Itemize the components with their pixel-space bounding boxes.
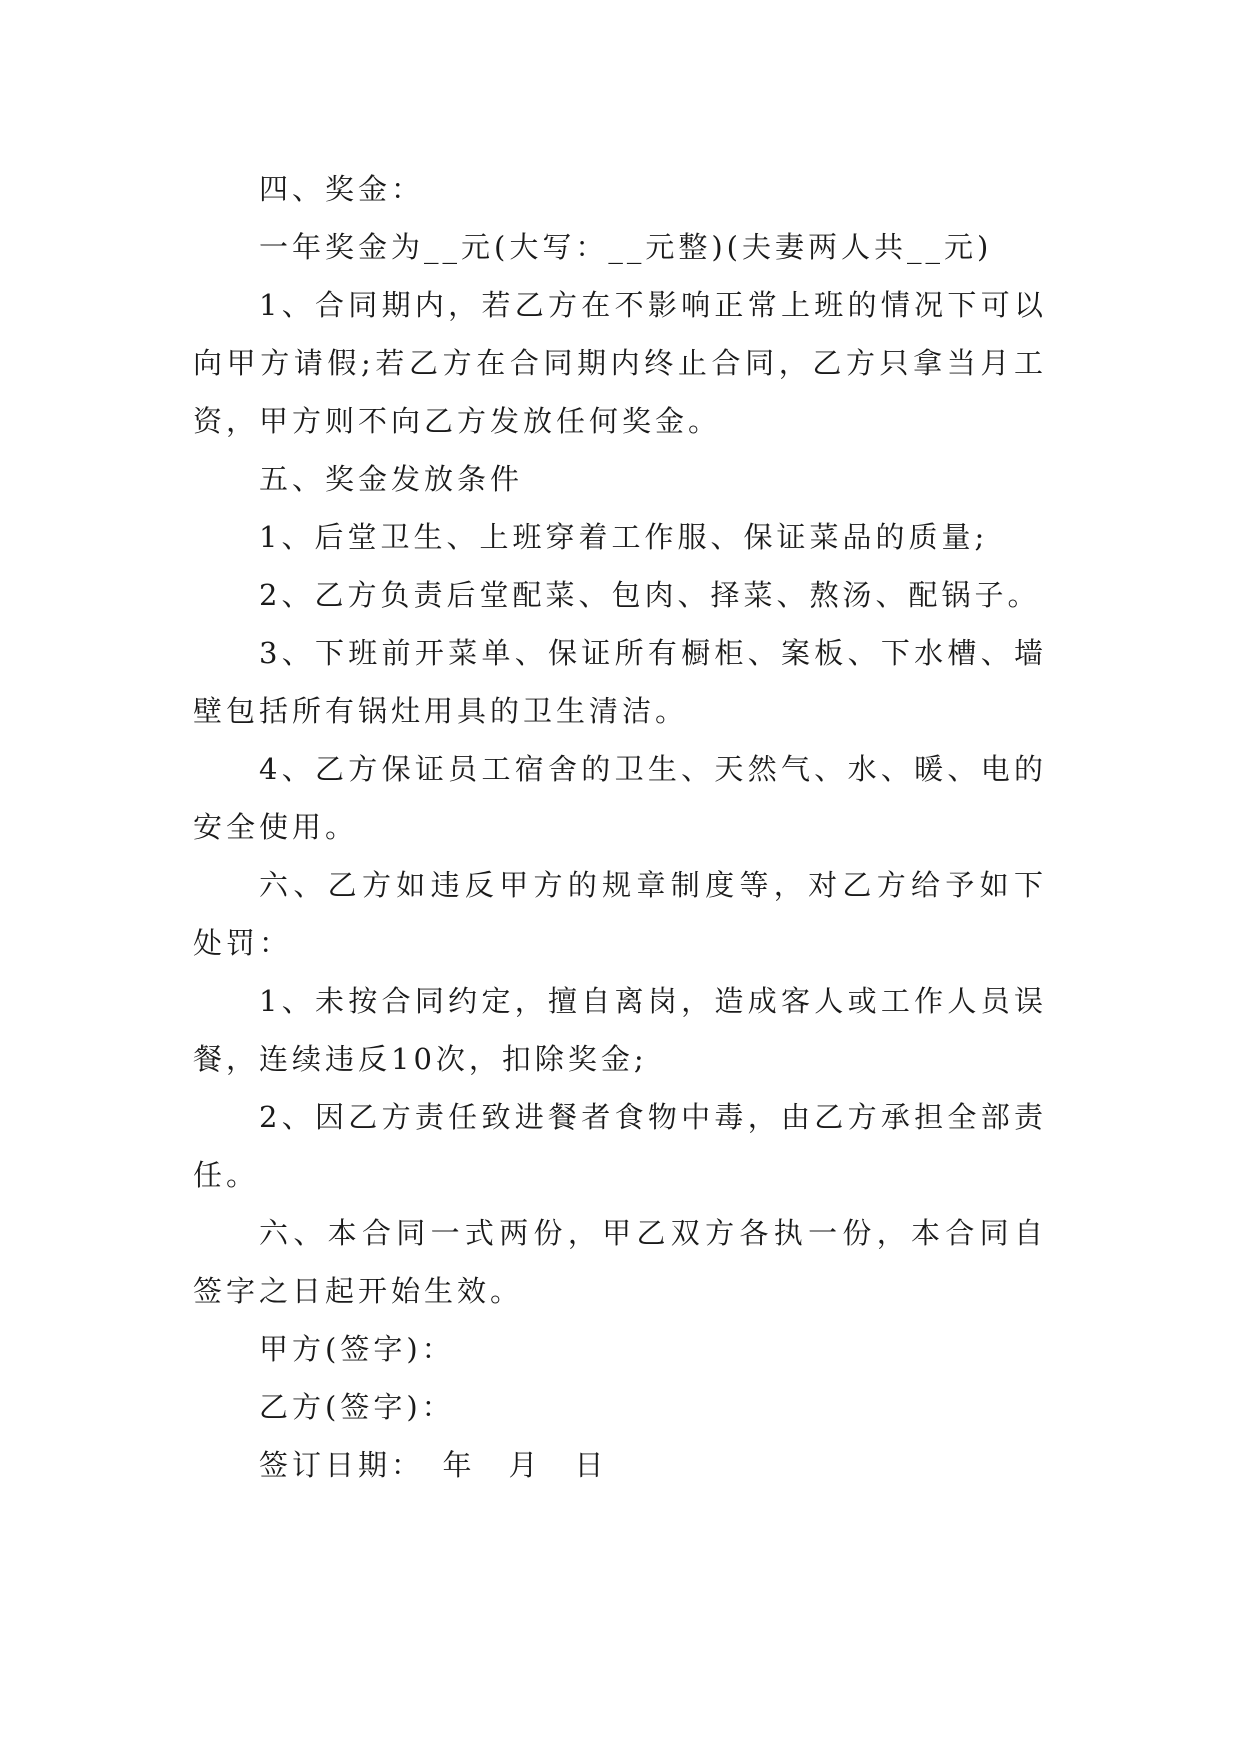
section-heading-penalties: 六、乙方如违反甲方的规章制度等，对乙方给予如下处罚：: [193, 868, 1047, 960]
penalty-clause-1: 1、未按合同约定，擅自离岗，造成客人或工作人员误餐，连续违反10次，扣除奖金;: [193, 984, 1047, 1076]
section-contract-copies: 六、本合同一式两份，甲乙双方各执一份，本合同自签字之日起开始生效。: [193, 1216, 1047, 1308]
condition-clause-2: 2、乙方负责后堂配菜、包肉、择菜、熬汤、配锅子。: [259, 578, 1041, 612]
section-heading-bonus: 四、奖金：: [259, 172, 425, 206]
condition-clause-4: 4、乙方保证员工宿舍的卫生、天然气、水、暖、电的安全使用。: [193, 752, 1047, 844]
bonus-clause-1: 1、合同期内，若乙方在不影响正常上班的情况下可以向甲方请假;若乙方在合同期内终止合同，乙方只拿当月工资，甲方则不向乙方发放任何奖金。: [193, 288, 1047, 438]
penalty-clause-2: 2、因乙方责任致进餐者食物中毒，由乙方承担全部责任。: [193, 1100, 1047, 1192]
signature-party-b: 乙方(签字)：: [259, 1390, 455, 1424]
document-body: [193, 160, 1047, 1494]
bonus-amount-line: 一年奖金为__元(大写：__元整)(夫妻两人共__元): [259, 230, 993, 264]
condition-clause-3: 3、下班前开菜单、保证所有橱柜、案板、下水槽、墙壁包括所有锅灶用具的卫生清洁。: [193, 636, 1047, 728]
section-heading-bonus-conditions: 五、奖金发放条件: [259, 462, 524, 496]
condition-clause-1: 1、后堂卫生、上班穿着工作服、保证菜品的质量;: [259, 520, 989, 554]
signing-date: 签订日期： 年 月 日: [259, 1448, 608, 1482]
signature-party-a: 甲方(签字)：: [259, 1332, 455, 1366]
